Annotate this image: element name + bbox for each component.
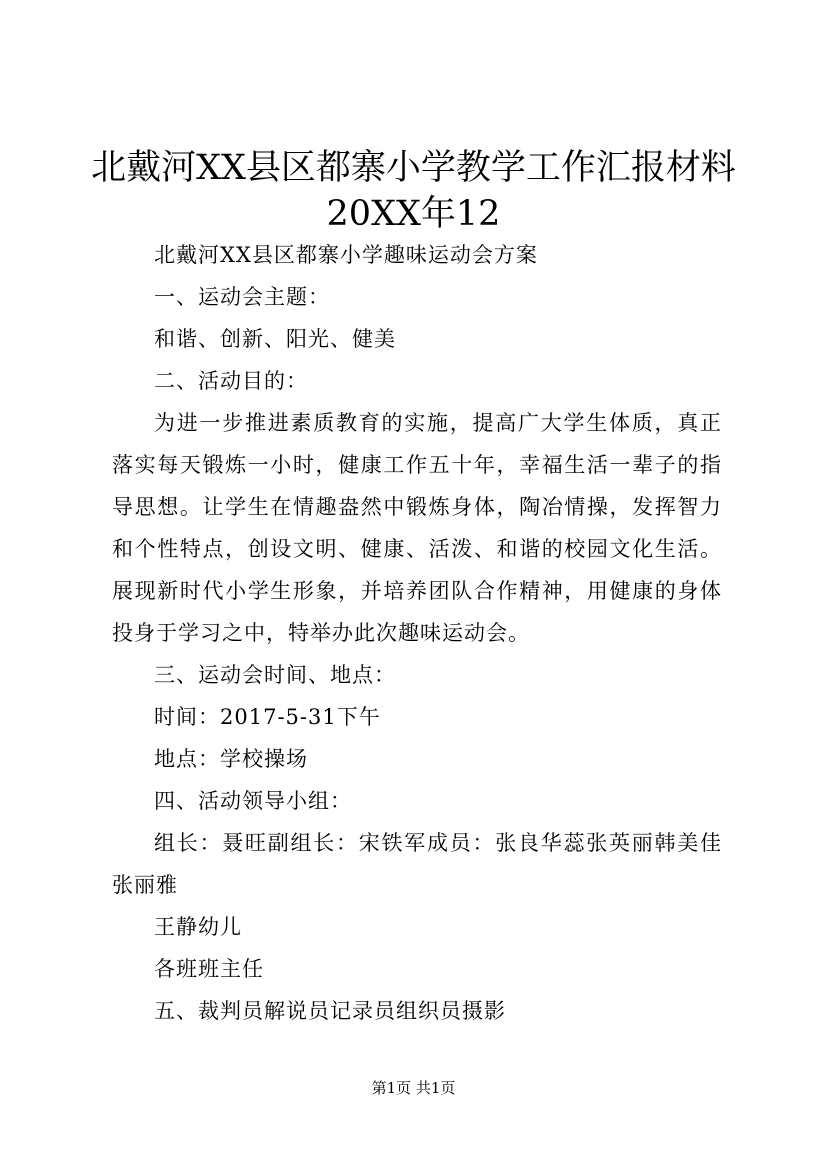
page-footer: 第1页 共1页: [371, 1079, 456, 1097]
location-text: 地点：学校操场: [154, 747, 308, 771]
document-body: [112, 234, 722, 1032]
document-title-line-1: 北戴河XX县区都寨小学教学工作汇报材料: [91, 148, 736, 188]
leadership-members: 组长：聂旺副组长：宋铁军成员：张良华蕊张英丽韩美佳张丽雅: [112, 831, 722, 897]
time-text: 时间：2017-5-31下午: [154, 705, 381, 729]
document-title-line-2: 20XX年12: [326, 194, 501, 234]
plan-heading: 北戴河XX县区都寨小学趣味运动会方案: [154, 243, 538, 267]
section-3-heading: 三、运动会时间、地点：: [154, 663, 396, 687]
section-5-heading: 五、裁判员解说员记录员组织员摄影: [154, 999, 506, 1023]
section-4-heading: 四、活动领导小组：: [154, 789, 352, 813]
kindergarten-member: 王静幼儿: [154, 915, 242, 939]
section-2-heading: 二、活动目的：: [154, 369, 308, 393]
theme-text: 和谐、创新、阳光、健美: [154, 327, 396, 351]
section-1-heading: 一、运动会主题：: [154, 285, 330, 309]
class-teachers: 各班班主任: [154, 957, 264, 981]
purpose-paragraph: 为进一步推进素质教育的实施，提高广大学生体质，真正落实每天锻炼一小时，健康工作五十年，幸福生活一辈子的指导思想。让学生在情趣盎然中锻炼身体，陶冶情操，发挥智力和个性特点，创设文明、健康、活泼、和谐的校园文化生活。展现新时代小学生形象，并培养团队合作精神，用健康的身体投身于学习之中，特举办此次趣味运动会。: [112, 411, 722, 645]
